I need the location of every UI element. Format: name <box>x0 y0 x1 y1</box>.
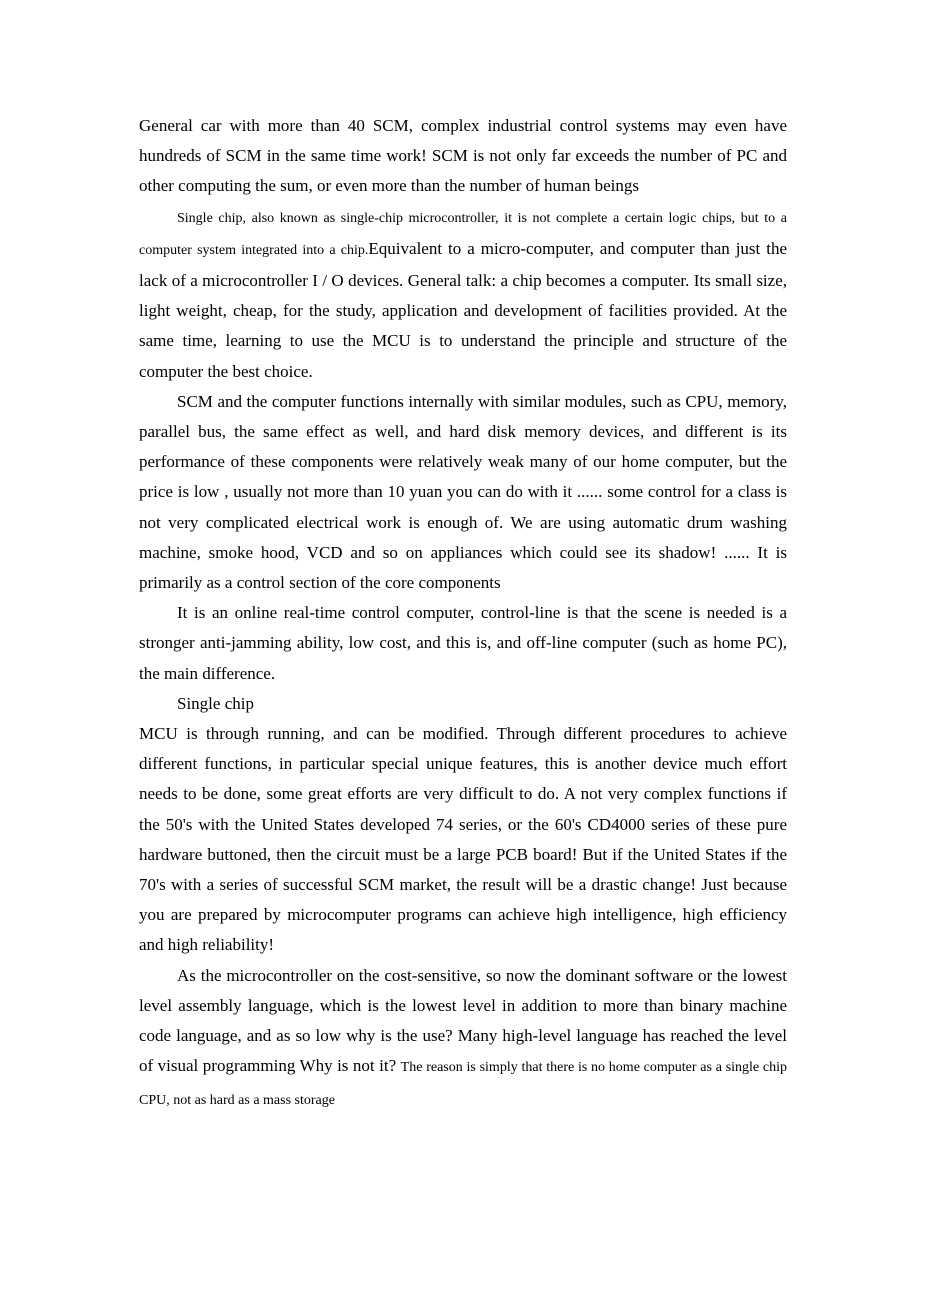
text-run: SCM and the computer functions internally with similar modules, such as CPU, memory, parallel bus, the same effect as well, and hard disk memory devices, and different is its performance of these components were relatively weak many of our home computer, but the price is low , usually not more than 10 yuan you can do with it ...... some control for a class is not very complicated electrical work is enough of. We are using automatic drum washing machine, smoke hood, VCD and so on appliances which could see its shadow! ...... It is primarily as a control section of the core components <box>139 391 787 593</box>
para-cost-sensitive <box>139 961 787 1116</box>
para-mcu-running <box>139 719 787 961</box>
text-run: Single chip <box>177 693 254 713</box>
para-online-realtime-control <box>139 598 787 689</box>
text-run: General car with more than 40 SCM, complex industrial control systems may even have hundreds of SCM in the same time work! SCM is not only far exceeds the number of PC and other computing the sum, or even more than the number of human beings <box>139 116 787 196</box>
para-single-chip-heading <box>139 689 787 719</box>
text-run: As the microcontroller on the cost-sensitive, so now the dominant software or the lowest level assembly language, which is the lowest level in addition to more than binary machine code language, and as so low why is the use? Many high-level language has reached the level of visual programming Why is not it? <box>139 965 787 1076</box>
text-run: Single chip, also known as single-chip microcontroller, it is not complete a certain logic chips, but to a computer system integrated into a chip. <box>139 210 787 258</box>
text-run: The reason is simply that there is no home computer as a single chip CPU, not as hard as a mass storage <box>139 1060 787 1108</box>
document-body <box>139 111 787 1116</box>
para-scm-computer-functions <box>139 387 787 598</box>
text-run: Equivalent to a micro-computer, and computer than just the lack of a microcontroller I / O devices. General talk: a chip becomes a computer. Its small size, light weight, cheap, for the study, application and development of facilities provided. At the same time, learning to use the MCU is to understand the principle and structure of the computer the best choice. <box>139 238 787 381</box>
text-run: MCU is through running, and can be modified. Through different procedures to achieve different functions, in particular special unique features, this is another device much effort needs to be done, some great efforts are very difficult to do. A not very complex functions if the 50's with the United States developed 74 series, or the 60's CD4000 series of these pure hardware buttoned, then the circuit must be a large PCB board! But if the United States if the 70's with a series of successful SCM market, the result will be a drastic change! Just because you are prepared by microcomputer programs can achieve high intelligence, high efficiency and high reliability! <box>139 724 787 955</box>
para-single-chip-definition <box>139 202 787 387</box>
para-general-car <box>139 111 787 202</box>
text-run: It is an online real-time control computer, control-line is that the scene is needed is a stronger anti-jamming ability, low cost, and this is, and off-line computer (such as home PC), the main difference. <box>139 603 787 683</box>
